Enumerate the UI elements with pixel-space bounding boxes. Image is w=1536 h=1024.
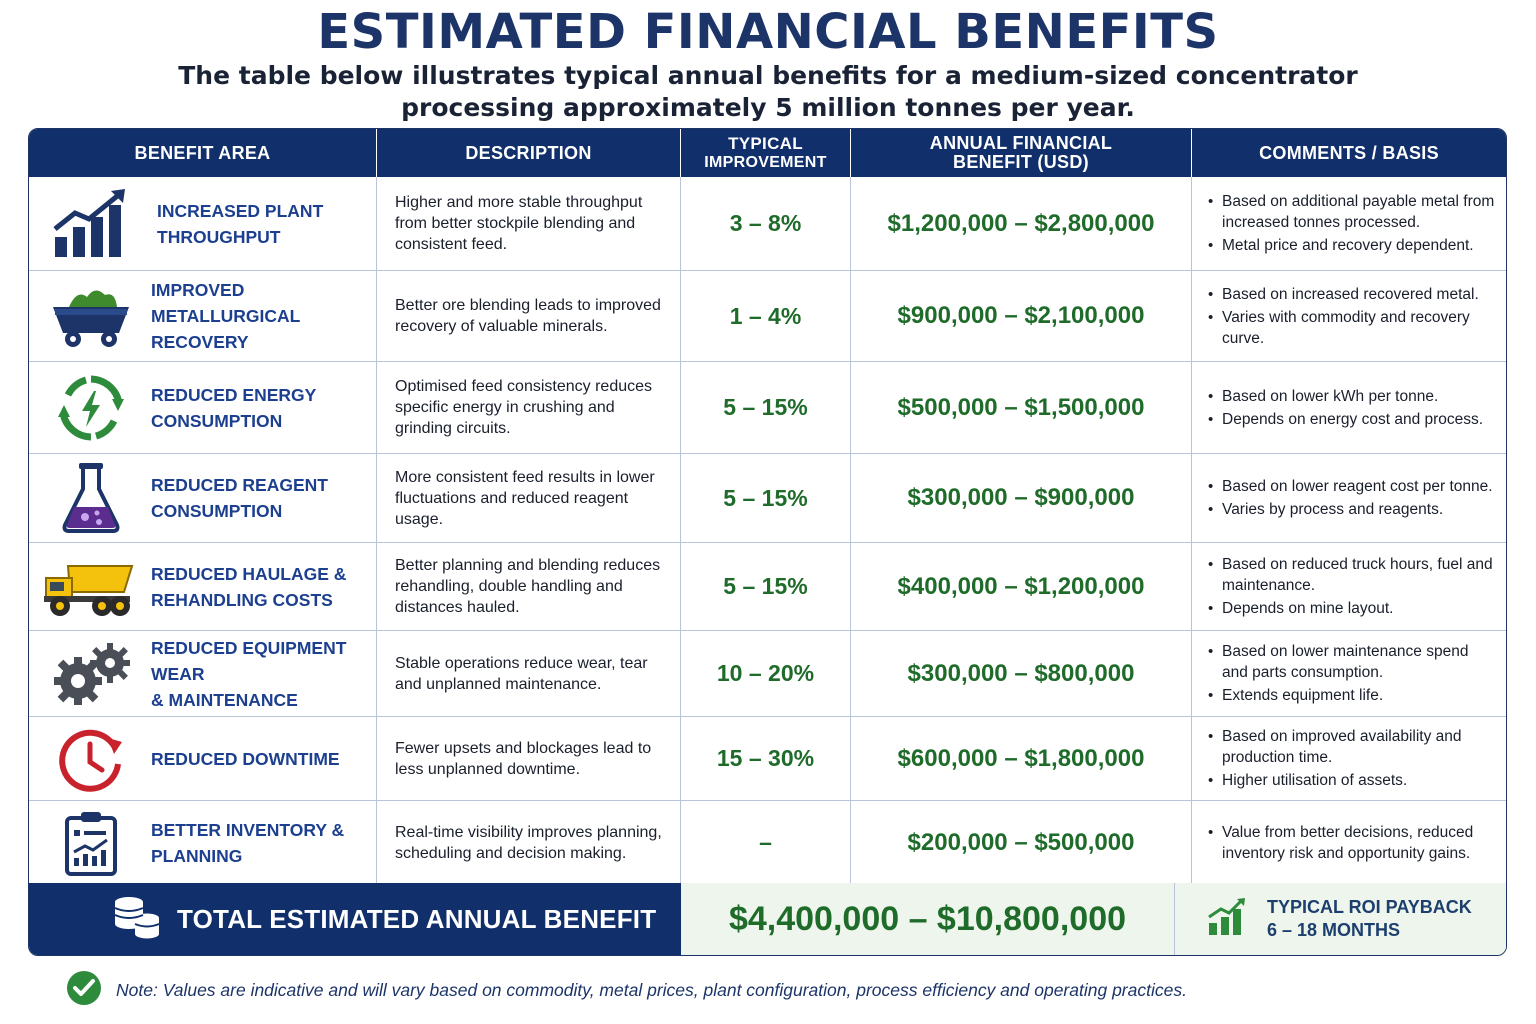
- page-subtitle: [168, 60, 1368, 124]
- check-circle-icon: [66, 970, 102, 1011]
- improvement-cell: 1 – 4%: [681, 271, 851, 361]
- benefit-cell: $400,000 – $1,200,000: [851, 543, 1192, 630]
- comment-item: • Based on improved availability and production time.: [1204, 726, 1496, 768]
- roi-line-2: 6 – 18 MONTHS: [1267, 920, 1401, 940]
- comment-item: • Value from better decisions, reduced inventory risk and opportunity gains.: [1204, 822, 1496, 864]
- comments-cell: [1192, 543, 1506, 630]
- benefit-area-label: [139, 472, 328, 524]
- comment-item: • Based on lower reagent cost per tonne.: [1204, 476, 1493, 497]
- energy-cycle-icon: [43, 373, 139, 443]
- improvement-cell: 5 – 15%: [681, 362, 851, 453]
- benefit-area-label: [139, 817, 344, 869]
- benefit-area-cell: [29, 177, 377, 270]
- header-annual-benefit: [851, 129, 1192, 177]
- ore-cart-icon: [43, 281, 139, 351]
- table-row: [29, 271, 1506, 362]
- total-label-cell: [29, 883, 681, 955]
- benefit-area-cell: [29, 454, 377, 542]
- benefit-cell: $1,200,000 – $2,800,000: [851, 177, 1192, 270]
- comment-item: • Based on lower maintenance spend and parts consumption.: [1204, 641, 1496, 683]
- table-header: [29, 129, 1506, 177]
- benefit-area-cell: [29, 717, 377, 800]
- benefit-area-line1: REDUCED HAULAGE &: [151, 563, 347, 584]
- comment-item: • Depends on energy cost and process.: [1204, 409, 1483, 430]
- comment-item: • Based on increased recovered metal.: [1204, 284, 1496, 305]
- comments-cell: [1192, 717, 1506, 800]
- benefit-cell: $200,000 – $500,000: [851, 801, 1192, 884]
- description-cell: Optimised feed consistency reduces specific energy in crushing and grinding circuits.: [377, 362, 681, 453]
- comment-item: • Depends on mine layout.: [1204, 598, 1496, 619]
- description-cell: Stable operations reduce wear, tear and unplanned maintenance.: [377, 631, 681, 716]
- table-body: [29, 177, 1506, 884]
- benefit-area-cell: [29, 362, 377, 453]
- improvement-cell: 15 – 30%: [681, 717, 851, 800]
- benefit-area-line2: CONSUMPTION: [151, 410, 283, 431]
- page-title: ESTIMATED FINANCIAL BENEFITS: [317, 4, 1219, 60]
- benefit-area-line1: BETTER INVENTORY &: [151, 819, 345, 840]
- benefit-area-cell: [29, 631, 377, 716]
- header-description: DESCRIPTION: [377, 129, 681, 177]
- benefit-area-line1: IMPROVED METALLURGICAL: [151, 280, 301, 326]
- benefit-area-line1: INCREASED PLANT: [157, 200, 324, 221]
- comments-cell: [1192, 177, 1506, 270]
- benefit-area-line2: RECOVERY: [151, 332, 249, 352]
- benefit-area-label: [139, 198, 323, 250]
- benefit-area-label: [139, 382, 316, 434]
- table-row: [29, 801, 1506, 884]
- benefit-area-label: [139, 277, 376, 355]
- comment-item: • Based on lower kWh per tonne.: [1204, 386, 1483, 407]
- benefit-area-line1: REDUCED DOWNTIME: [151, 748, 340, 769]
- comments-cell: [1192, 801, 1506, 884]
- header-benefit-area: BENEFIT AREA: [29, 129, 377, 177]
- clock-refresh-icon: [43, 724, 139, 794]
- table-row: [29, 362, 1506, 454]
- header-comments: COMMENTS / BASIS: [1259, 142, 1439, 163]
- total-row: [29, 883, 1506, 955]
- description-cell: Fewer upsets and blockages lead to less unplanned downtime.: [377, 717, 681, 800]
- comment-item: • Metal price and recovery dependent.: [1204, 235, 1496, 256]
- benefit-area-line2: THROUGHPUT: [157, 226, 281, 247]
- table-row: [29, 177, 1506, 271]
- description-cell: Better ore blending leads to improved recovery of valuable minerals.: [377, 271, 681, 361]
- benefits-table: [28, 128, 1507, 956]
- header-typical-improvement-line2: IMPROVEMENT: [704, 154, 827, 171]
- improvement-cell: –: [681, 801, 851, 884]
- gears-icon: [43, 639, 139, 709]
- table-row: [29, 717, 1506, 801]
- improvement-cell: 10 – 20%: [681, 631, 851, 716]
- bar-chart-growth-icon: [43, 189, 139, 259]
- footnote-text: Note: Values are indicative and will vary based on commodity, metal prices, plant configuration, process efficiency and operating practices.: [116, 980, 1187, 1000]
- roi-line-1: TYPICAL ROI PAYBACK: [1267, 897, 1472, 917]
- header-typical-improvement: [681, 129, 851, 177]
- benefit-area-line1: REDUCED EQUIPMENT WEAR: [151, 637, 347, 684]
- benefit-cell: $300,000 – $900,000: [851, 454, 1192, 542]
- comment-item: • Based on additional payable metal from increased tonnes processed.: [1204, 191, 1496, 233]
- comments-cell: [1192, 631, 1506, 716]
- coin-stack-icon: [111, 894, 161, 945]
- total-value: $4,400,000 – $10,800,000: [681, 883, 1175, 955]
- header-annual-benefit-line1: ANNUAL FINANCIAL: [929, 133, 1113, 153]
- benefit-cell: $500,000 – $1,500,000: [851, 362, 1192, 453]
- benefit-area-line2: CONSUMPTION: [151, 501, 283, 521]
- benefit-area-cell: [29, 271, 377, 361]
- description-cell: Higher and more stable throughput from better stockpile blending and consistent feed.: [377, 177, 681, 270]
- benefit-cell: $900,000 – $2,100,000: [851, 271, 1192, 361]
- comment-item: • Varies by process and reagents.: [1204, 499, 1493, 520]
- benefit-area-line1: REDUCED ENERGY: [151, 384, 317, 405]
- growth-bars-icon: [1207, 897, 1247, 942]
- comment-item: • Extends equipment life.: [1204, 685, 1496, 706]
- benefit-area-label: [139, 746, 340, 772]
- benefit-area-line2: REHANDLING COSTS: [151, 589, 333, 610]
- haul-truck-icon: [37, 552, 139, 622]
- subtitle-line-1: The table below illustrates typical annual benefits for a medium-sized concentrator: [178, 61, 1358, 90]
- benefit-cell: $300,000 – $800,000: [851, 631, 1192, 716]
- table-row: [29, 543, 1506, 631]
- subtitle-line-2: processing approximately 5 million tonnes per year.: [401, 93, 1135, 122]
- clipboard-chart-icon: [43, 808, 139, 878]
- total-label: TOTAL ESTIMATED ANNUAL BENEFIT: [177, 903, 657, 934]
- benefit-area-cell: [29, 801, 377, 884]
- improvement-cell: 3 – 8%: [681, 177, 851, 270]
- flask-icon: [43, 463, 139, 533]
- benefit-area-label: [139, 561, 346, 613]
- improvement-cell: 5 – 15%: [681, 454, 851, 542]
- table-row: [29, 454, 1506, 543]
- comment-item: • Based on reduced truck hours, fuel and maintenance.: [1204, 554, 1496, 596]
- benefit-area-cell: [29, 543, 377, 630]
- benefit-area-line2: & MAINTENANCE: [151, 689, 298, 710]
- header-annual-benefit-line2: BENEFIT (USD): [953, 152, 1089, 172]
- benefit-area-line1: REDUCED REAGENT: [151, 475, 328, 495]
- description-cell: More consistent feed results in lower fluctuations and reduced reagent usage.: [377, 454, 681, 542]
- description-cell: Real-time visibility improves planning, scheduling and decision making.: [377, 801, 681, 884]
- footnote: [66, 970, 1187, 1011]
- header-typical-improvement-line1: TYPICAL: [728, 134, 803, 153]
- benefit-area-label: [139, 635, 376, 713]
- improvement-cell: 5 – 15%: [681, 543, 851, 630]
- benefit-cell: $600,000 – $1,800,000: [851, 717, 1192, 800]
- comment-item: • Higher utilisation of assets.: [1204, 770, 1496, 791]
- description-cell: Better planning and blending reduces rehandling, double handling and distances hauled.: [377, 543, 681, 630]
- comment-item: • Varies with commodity and recovery curve.: [1204, 307, 1496, 349]
- comments-cell: [1192, 271, 1506, 361]
- comments-cell: [1192, 454, 1506, 542]
- roi-cell: [1175, 883, 1506, 955]
- comments-cell: [1192, 362, 1506, 453]
- table-row: [29, 631, 1506, 717]
- benefit-area-line2: PLANNING: [151, 845, 243, 866]
- roi-text: [1267, 896, 1472, 942]
